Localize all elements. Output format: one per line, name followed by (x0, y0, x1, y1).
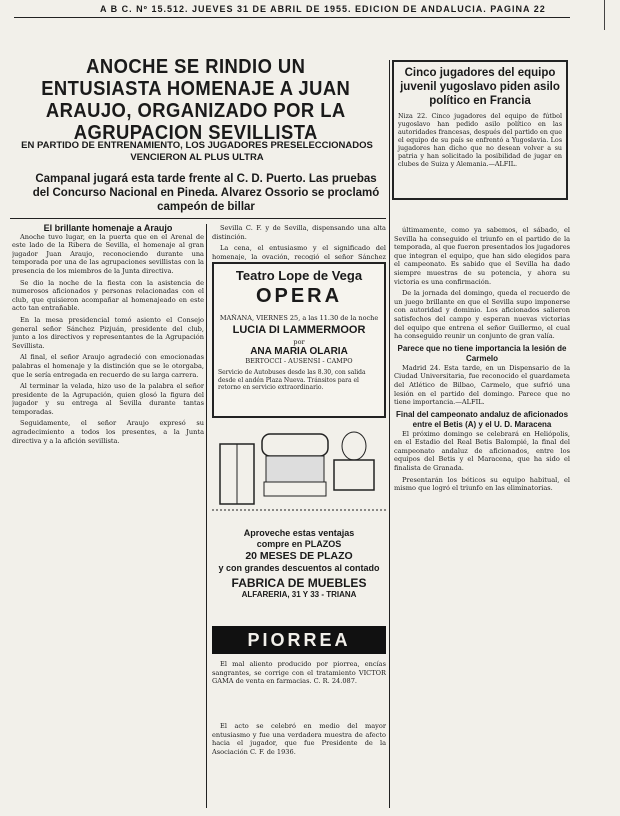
middle-paragraph: Sevilla C. F. y de Sevilla, dispensando una alta distinción. (212, 224, 386, 241)
main-lede: Campanal jugará esta tarde frente al C. D. Puerto. Las pruebas del Concurso Nacional en Pineda. Alvarez Ossorio se proclamó campeón de billar (32, 173, 380, 213)
main-headline: ANOCHE SE RINDIO UN ENTUSIASTA HOMENAJE A JUAN ARAUJO, ORGANIZADO POR LA AGRUPACION SEVILLISTA (41, 56, 351, 144)
right-paragraph: Presentarán los béticos su equipo habitual, el mismo que logró el triunfo en las eliminatorias. (394, 475, 570, 493)
por-word: por (293, 338, 305, 346)
sidebox-title: Cinco jugadores del equipo juvenil yugoslavo piden asilo político en Francia (400, 67, 560, 107)
theater-name: Teatro Lope de Vega (235, 268, 363, 283)
furniture-store-name: FABRICA DE MUEBLES (231, 576, 367, 590)
furniture-advertisement (212, 424, 386, 620)
furniture-line3: 20 MESES DE PLAZO (245, 550, 353, 562)
main-subhead: EN PARTIDO DE ENTRENAMIENTO, LOS JUGADORES PRESELECCIONADOS VENCIERON AL PLUS ULTRA (21, 140, 373, 163)
lead-singer: ANA MARIA OLARIA (250, 346, 348, 357)
left-paragraph: En la mesa presidencial tomó asiento el Consejo general señor Sánchez Pizjuán, presidente del club, junto a los directivos y representantes de la Agrupación Sevillista. (12, 315, 204, 350)
furniture-line4: y con grandes descuentos al contado (218, 563, 380, 573)
right-column (394, 226, 570, 808)
left-paragraph: Seguidamente, el señor Araujo expresó su agradecimiento a todos los presentes, a la Junta directiva y a la afición sevillista. (12, 419, 204, 445)
piorrea-text (212, 660, 386, 720)
edge-mark (604, 0, 605, 30)
furniture-line1: Aproveche estas ventajas (243, 528, 355, 538)
middle-column-bottom (212, 722, 386, 808)
left-paragraph: Al terminar la velada, hizo uso de la palabra el señor presidente de la Agrupación, quien glosó la figura del jugador y su entrega al Sevilla durante tantas temporadas. (12, 382, 204, 416)
left-paragraph: Anoche tuvo lugar, en la puerta que en el Arenal de este lado de la Ribera de Sevilla, el homenaje al gran jugador Juan Araujo, reconociendo durante una temporada por una de las agrupaciones sevillistas con la presencia de los miembros de la Junta directiva. (12, 232, 204, 275)
furniture-line2: compre en PLAZOS (256, 539, 342, 549)
carmelo-subhead: Parece que no tiene importancia la lesión de Carmelo (397, 343, 567, 363)
page-header: A B C. Nº 15.512. JUEVES 31 DE ABRIL DE 1955. EDICION DE ANDALUCIA. PAGINA 22 (100, 4, 546, 14)
lede-rule (10, 218, 386, 219)
column-divider (206, 224, 207, 808)
bus-service-note: Servicio de Autobuses desde las 8.30, con salida desde el andén Plaza Nueva. Tránsitos para el retorno en servicio extraordinario. (218, 369, 366, 391)
opera-advertisement (212, 262, 386, 418)
sidebox-body: Niza 22. Cinco jugadores del equipo de fútbol yugoslavo han pedido asilo político en las autoridades francesas, después del partido en que el equipo de su país se enfrentó a Yugoslavia. Los jugadores han dicho que no desean volver a su patria y han solicitado la posibilidad de jugar en clubes de Suiza y Alemania.—ALFIL. (398, 112, 562, 168)
piorrea-advertisement: PIORREA (212, 626, 386, 654)
performance-date: MAÑANA, VIERNES 25, a las 11.30 de la noche (219, 314, 379, 322)
sidebox-yugoslav-players (392, 60, 568, 200)
column-divider (389, 60, 390, 808)
right-paragraph: Madrid 24. Esta tarde, en un Dispensario de la Ciudad Universitaria, fue reconocido el guardameta del Atlético de Bilbao, Carmelo, que sufrió una lesión en el partido del domingo. Parece que no tiene importancia.—ALFIL. (394, 363, 570, 407)
middle-column-top (212, 224, 386, 260)
middle-paragraph: La cena, el entusiasmo y el significado del homenaje, la ovación, recogió el señor Sánchez (212, 244, 386, 260)
column-title: El brillante homenaje a Araujo (43, 224, 173, 233)
header-rule (14, 17, 570, 18)
left-paragraph: Al final, el señor Araujo agradeció con emocionadas palabras el homenaje y la distinción que se le otorgaba, que le sería entregada en recuerdo de su larga carrera. (12, 353, 204, 379)
furniture-address: ALFARERIA, 31 Y 33 - TRIANA (241, 590, 357, 599)
right-paragraph: El próximo domingo se celebrará en Heliópolis, en el Estadio del Real Betis Balompié, la final del campeonato andaluz de aficionados, entre los equipos del Betis y el Maracena, que ha sido el finalista de Granada. (394, 429, 570, 473)
bedroom-furniture-illustration (212, 424, 386, 524)
opera-title: OPERA (255, 285, 343, 307)
opera-work: LUCIA DI LAMMERMOOR (232, 324, 366, 336)
right-paragraph: De la jornada del domingo, queda el recuerdo de un juego brillante en que el Sevilla supo imponerse con autoridad y dominio. Los aficionados salieron satisfechos del campo y esperan nuevas victorias del equipo que entrena el señor Guillermo, el cual ha conseguido reunir un conjunto de gran valía. (394, 289, 570, 341)
final-subhead: Final del campeonato andaluz de aficionados entre el Betis (A) y el U. D. Maracena (395, 409, 569, 429)
middle-bottom-paragraph: El acto se celebró en medio del mayor entusiasmo y fue una verdadera muestra de afecto hacia el jugador, que fue Presidente de la Asociación C. F. de 1936. (212, 722, 386, 756)
left-column (12, 224, 204, 808)
left-paragraph: Se dio la noche de la fiesta con la asistencia de numerosos aficionados y personas relacionadas con el club, que quisieron acompañar al homenajeado en este acto tan entrañable. (12, 278, 204, 313)
cast-list: BERTOCCI - AUSENSI - CAMPO (245, 357, 353, 365)
piorrea-paragraph: El mal aliento producido por piorrea, encías sangrantes, se corrige con el tratamiento VICTOR GAMA de venta en farmacias. C. R. 24.087. (212, 660, 386, 686)
right-paragraph: últimamente, como ya sabemos, el sábado, el Sevilla ha conseguido el triunfo en el partido de la temporada, al que fueron presentados los jugadores que integran el equipo, que han sido elegidos para el campeonato. Es sabido que el Sevilla ha dado siempre muestras de su potencia, y ahora su victoria es una confirmación. (394, 226, 570, 286)
